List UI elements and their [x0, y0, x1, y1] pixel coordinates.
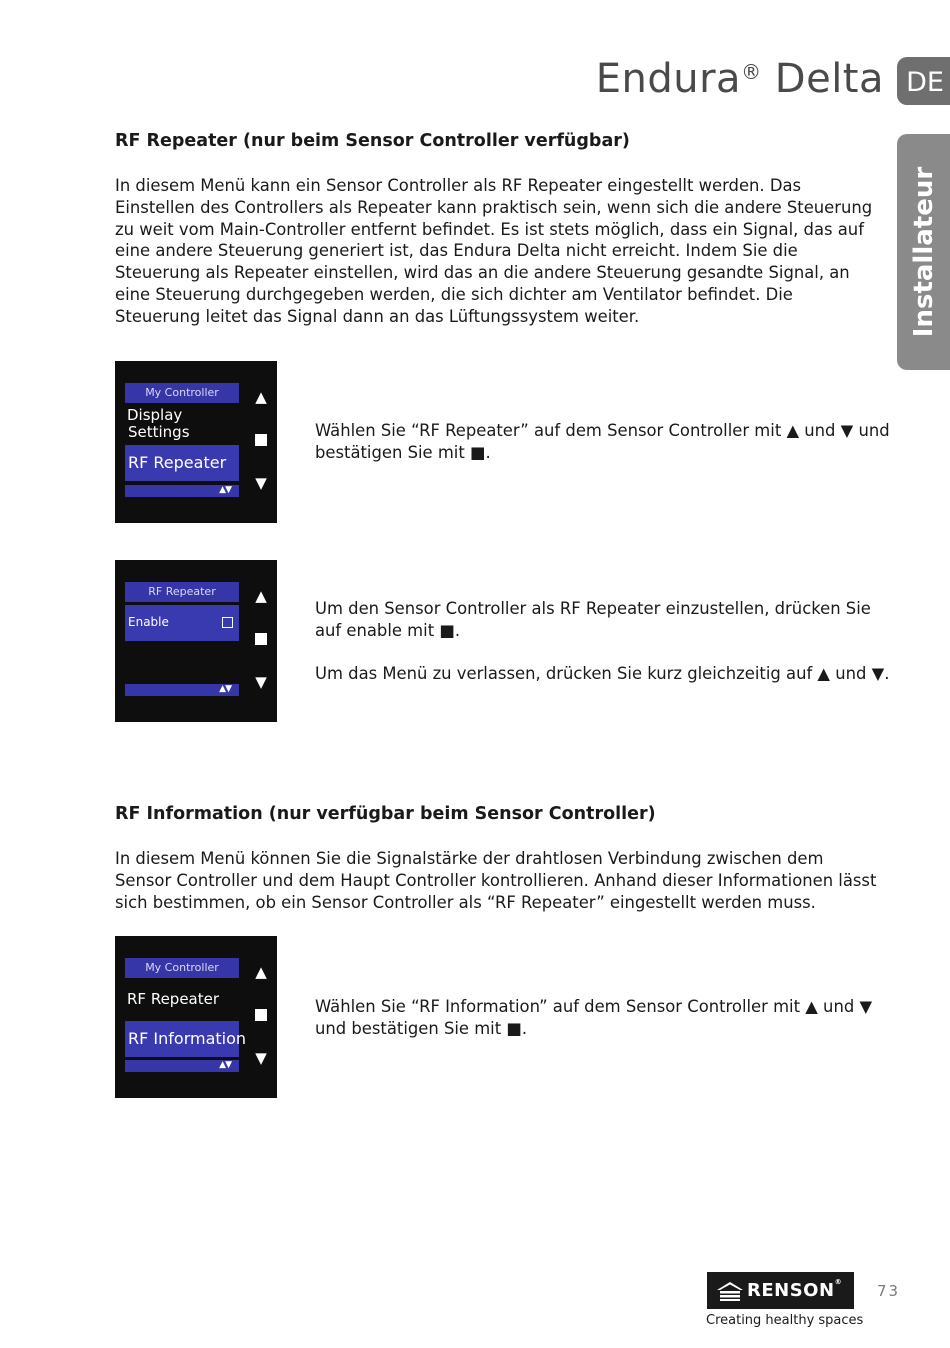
screen-title: RF Repeater: [125, 582, 239, 602]
scroll-arrows-icon: ▲▼: [219, 1060, 231, 1070]
section-intro-rf-information: In diesem Menü können Sie die Signalstärke der drahtlosen Verbindung zwischen dem Sensor Controller und dem Haupt Controller kontrollieren. Anhand dieser Informationen lässt sich bestimmen, ob ein Sensor Controller als “RF Repeater” eingestellt werden muss.: [115, 849, 877, 912]
instruction-select-rf-information: Wählen Sie “RF Information” auf dem Sensor Controller mit ▲ und ▼ und bestätigen Sie mit ■.: [315, 997, 873, 1038]
checkbox-icon: [222, 617, 233, 628]
enable-option: [125, 605, 239, 641]
menu-item-settings: Settings: [128, 423, 190, 441]
menu-item-selected: RF Repeater: [125, 445, 239, 481]
instruction-select-rf-repeater: Wählen Sie “RF Repeater” auf dem Sensor Controller mit ▲ und ▼ und bestätigen Sie mit ■.: [315, 421, 890, 462]
section-heading-rf-repeater: RF Repeater (nur beim Sensor Controller verfügbar): [115, 131, 630, 151]
section-side-tab: Installateur: [897, 134, 950, 370]
renson-logo: RENSON®: [707, 1272, 854, 1309]
house-logo-icon: [716, 1281, 744, 1301]
enable-label: Enable: [128, 615, 169, 629]
screen-title: My Controller: [125, 958, 239, 978]
screen-title: My Controller: [125, 383, 239, 403]
scroll-arrows-icon: ▲▼: [219, 684, 231, 694]
up-button-icon: ▲: [255, 388, 267, 406]
controller-screen-rf-repeater: [115, 560, 277, 722]
scroll-arrows-icon: ▲▼: [219, 485, 231, 495]
section-heading-rf-information: RF Information (nur verfügbar beim Sensor Controller): [115, 804, 656, 824]
controller-screen-my-controller-info: [115, 936, 277, 1098]
brand-tagline: Creating healthy spaces: [706, 1313, 864, 1328]
scroll-bar: [125, 684, 239, 696]
menu-item-rf-repeater: RF Repeater: [127, 990, 220, 1008]
up-button-icon: ▲: [255, 963, 267, 981]
controller-screen-my-controller: [115, 361, 277, 523]
menu-item-selected: RF Information: [125, 1021, 239, 1057]
confirm-button-icon: [255, 434, 267, 446]
down-button-icon: ▼: [255, 673, 267, 691]
scroll-bar: [125, 485, 239, 497]
down-button-icon: ▼: [255, 1049, 267, 1067]
down-button-icon: ▼: [255, 474, 267, 492]
instruction-exit-menu: Um das Menü zu verlassen, drücken Sie kurz gleichzeitig auf ▲ und ▼.: [315, 664, 890, 683]
page-number: 73: [877, 1282, 901, 1300]
instruction-enable-repeater: Um den Sensor Controller als RF Repeater einzustellen, drücken Sie auf enable mit ■.: [315, 599, 871, 640]
scroll-bar: [125, 1060, 239, 1072]
brand-title: Endura® Delta: [595, 56, 884, 102]
confirm-button-icon: [255, 633, 267, 645]
menu-item-display: Display: [127, 406, 183, 424]
section-intro-rf-repeater: In diesem Menü kann ein Sensor Controller als RF Repeater eingestellt werden. Das Einstellen des Controllers als Repeater kann praktisch sein, wenn sich die andere Steuerung zu weit vom Main-Controller entfernt befindet. Es ist stets möglich, dass ein Signal, das auf eine andere Steuerung generiert ist, das Endura Delta nicht erreicht. Indem Sie die Steuerung als Repeater einstellen, wird das an die andere Steuerung gesandte Signal, an eine Steuerung durchgegeben werden, die sich dichter am Ventilator befindet. Die Steuerung leitet das Signal dann an das Lüftungssystem weiter.: [115, 176, 873, 326]
confirm-button-icon: [255, 1009, 267, 1021]
up-button-icon: ▲: [255, 587, 267, 605]
language-tab: DE: [897, 57, 950, 105]
